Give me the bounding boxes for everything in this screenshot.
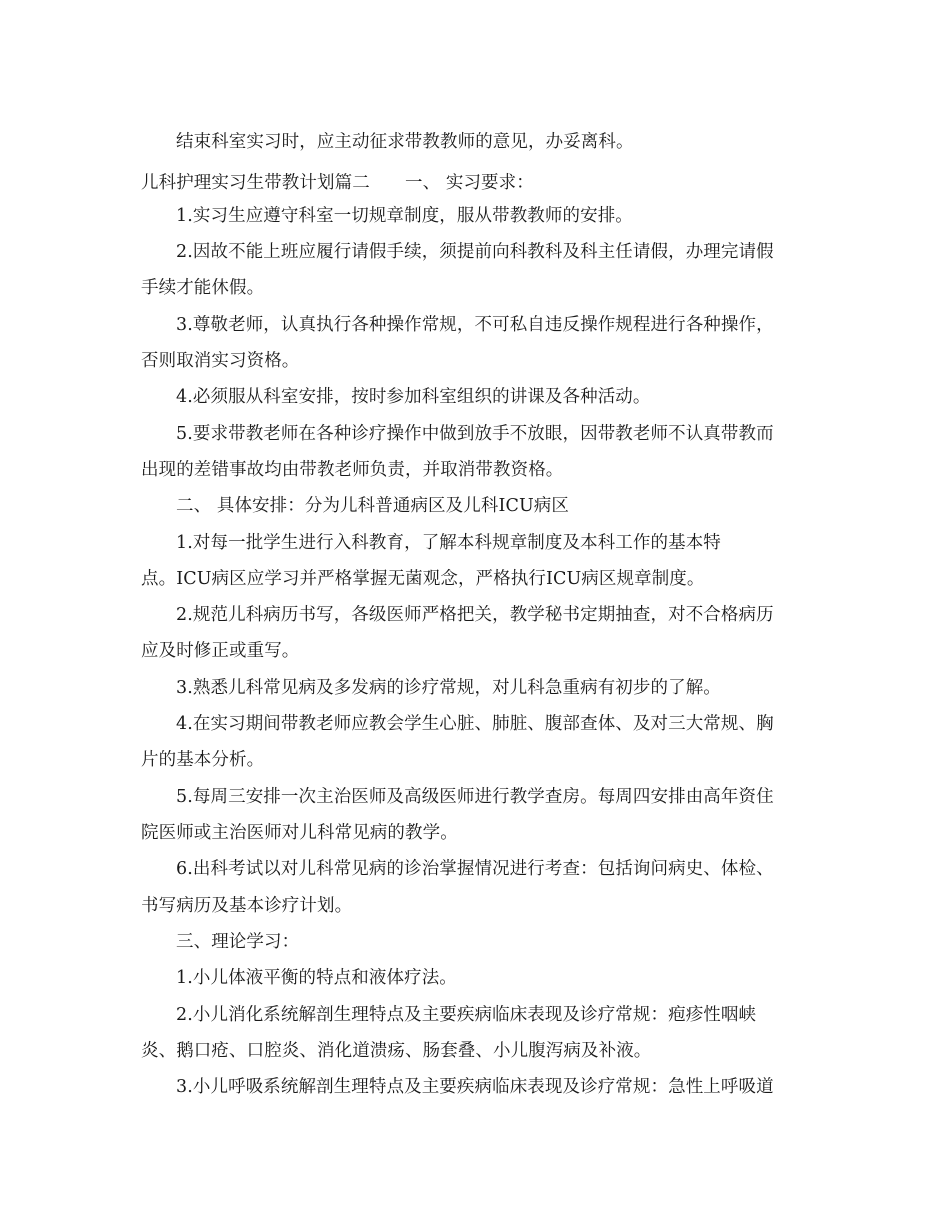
paragraph-line: 6.出科考试以对儿科常见病的诊治掌握情况进行考查：包括询问病史、体检、 <box>176 859 774 879</box>
paragraph-line: 手续才能休假。 <box>141 278 265 298</box>
paragraph-line: 结束科室实习时，应主动征求带教教师的意见，办妥离科。 <box>176 132 634 152</box>
paragraph-line: 3.小儿呼吸系统解剖生理特点及主要疾病临床表现及诊疗常规：急性上呼吸道 <box>176 1077 774 1097</box>
paragraph-line: 3.尊敬老师，认真执行各种操作常规，不可私自违反操作规程进行各种操作， <box>176 315 774 335</box>
section-heading: 二、 具体安排：分为儿科普通病区及儿科ICU病区 <box>176 496 570 516</box>
section-heading: 三、理论学习： <box>176 932 300 952</box>
paragraph-line: 5.每周三安排一次主治医师及高级医师进行教学查房。每周四安排由高年资住 <box>176 787 774 807</box>
paragraph-line: 1.对每一批学生进行入科教育，了解本科规章制度及本科工作的基本特 <box>176 533 721 553</box>
paragraph-line: 2.小儿消化系统解剖生理特点及主要疾病临床表现及诊疗常规：疱疹性咽峡 <box>176 1005 757 1025</box>
paragraph-line: 1.实习生应遵守科室一切规章制度，服从带教教师的安排。 <box>176 206 633 226</box>
paragraph-line: 书写病历及基本诊疗计划。 <box>141 896 353 916</box>
paragraph-line: 炎、鹅口疮、口腔炎、消化道溃疡、肠套叠、小儿腹泻病及补液。 <box>141 1041 652 1061</box>
paragraph-line: 院医师或主治医师对儿科常见病的教学。 <box>141 823 458 843</box>
paragraph-line: 出现的差错事故均由带教老师负责，并取消带教资格。 <box>141 460 564 480</box>
paragraph-line: 4.必须服从科室安排，按时参加科室组织的讲课及各种活动。 <box>176 387 651 407</box>
section-heading: 儿科护理实习生带教计划篇二 一、 实习要求： <box>141 173 534 193</box>
paragraph-line: 1.小儿体液平衡的特点和液体疗法。 <box>176 968 457 988</box>
paragraph-line: 否则取消实习资格。 <box>141 351 300 371</box>
paragraph-line: 2.因故不能上班应履行请假手续，须提前向科教科及科主任请假，办理完请假 <box>176 242 774 262</box>
paragraph-line: 点。ICU病区应学习并严格掌握无菌观念，严格执行ICU病区规章制度。 <box>141 569 705 589</box>
paragraph-line: 5.要求带教老师在各种诊疗操作中做到放手不放眼，因带教老师不认真带教而 <box>176 424 774 444</box>
paragraph-line: 片的基本分析。 <box>141 750 265 770</box>
paragraph-line: 2.规范儿科病历书写，各级医师严格把关，教学秘书定期抽查，对不合格病历 <box>176 605 774 625</box>
paragraph-line: 4.在实习期间带教老师应教会学生心脏、肺脏、腹部查体、及对三大常规、胸 <box>176 714 774 734</box>
paragraph-line: 应及时修正或重写。 <box>141 641 300 661</box>
paragraph-line: 3.熟悉儿科常见病及多发病的诊疗常规，对儿科急重病有初步的了解。 <box>176 678 721 698</box>
